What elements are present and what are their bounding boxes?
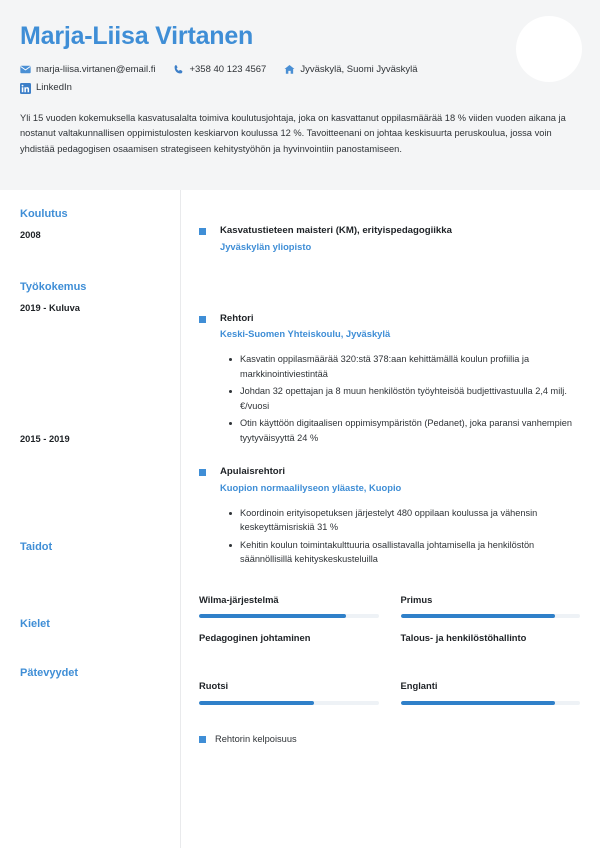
cert-marker-icon — [199, 736, 206, 743]
skill-progress-bar — [401, 614, 581, 618]
section-heading-languages: Kielet — [20, 618, 50, 631]
email-icon — [20, 64, 31, 75]
experience-entry-0 — [199, 312, 580, 449]
language-progress-bar — [199, 701, 379, 705]
certification-label: Rehtorin kelpoisuus — [215, 733, 297, 744]
contact-location-text: Jyväskylä, Suomi Jyväskylä — [300, 63, 418, 75]
contact-row-primary — [20, 64, 580, 76]
skill-progress-bar — [199, 614, 379, 618]
education-date-0: 2008 — [20, 230, 41, 240]
resume-body — [0, 190, 600, 848]
section-heading-experience: Työkokemus — [20, 281, 87, 294]
list-item: Kasvatin oppilasmäärää 320:stä 378:aan kehittämällä koulun profiilia ja markkinointiviestintää — [240, 352, 580, 381]
section-heading-skills: Taidot — [20, 541, 53, 554]
skills-section — [199, 594, 580, 670]
contact-location — [284, 64, 417, 76]
contact-row-secondary — [20, 82, 580, 94]
list-item: Otin käyttöön digitaalisen oppimisympäristön (Pedanet), joka paransi vanhempien tyytyväisyyttä 24 % — [240, 416, 580, 445]
right-content — [181, 190, 600, 848]
experience-bullets-0 — [220, 352, 580, 445]
contact-linkedin[interactable] — [20, 82, 72, 94]
phone-icon — [173, 64, 184, 75]
entry-marker-icon — [199, 469, 206, 476]
left-rail — [0, 190, 181, 848]
experience-company-0: Keski-Suomen Yhteiskoulu, Jyväskylä — [220, 328, 391, 340]
skill-item-1 — [401, 594, 581, 618]
skill-item-3 — [401, 632, 581, 656]
experience-company-1: Kuopion normaalilyseon yläaste, Kuopio — [220, 482, 402, 494]
language-label: Englanti — [400, 680, 438, 692]
skill-progress-bar — [199, 652, 379, 656]
experience-bullets-1 — [220, 506, 580, 567]
experience-title-1: Apulaisrehtori — [220, 466, 286, 478]
skill-item-0 — [199, 594, 379, 618]
certifications-section — [199, 733, 580, 746]
skill-label: Primus — [400, 593, 433, 605]
entry-marker-icon — [199, 316, 206, 323]
skill-progress-bar — [401, 652, 581, 656]
professional-summary: Yli 15 vuoden kokemuksella kasvatusalalta toimiva koulutusjohtaja, joka on kasvattanut oppilasmäärää 18 % viiden vuoden aikana ja nostanut valtakunnallisen oppimistulosten keskiarvon koulussa 12 %. Tavoitteenani on johtaa keskisuurta peruskoulua, jossa voin yhdistää pedagogisen osaamisen strategiseen kehitystyöhön ja hyvinvointiin panostamiseen. — [20, 113, 566, 154]
contact-phone-text: +358 40 123 4567 — [189, 63, 267, 75]
language-progress-bar — [401, 701, 581, 705]
contact-email[interactable] — [20, 64, 155, 76]
experience-title-0: Rehtori — [220, 312, 254, 324]
skill-label: Talous- ja henkilöstöhallinto — [400, 632, 527, 644]
certification-item-0 — [199, 733, 580, 746]
education-section — [199, 208, 580, 254]
resume-header — [0, 0, 600, 190]
list-item: Johdan 32 opettajan ja 8 muun henkilöstön työyhteisöä budjettivastuulla 2,4 milj. €/vuosi — [240, 384, 580, 413]
experience-entry-1 — [199, 465, 580, 570]
section-heading-education: Koulutus — [20, 208, 68, 220]
experience-date-1: 2015 - 2019 — [20, 434, 70, 445]
home-icon — [284, 64, 295, 75]
list-item: Koordinoin erityisopetuksen järjestelyt 480 oppilaan koulussa ja vähensin keskeyttämisriskiä 31 % — [240, 506, 580, 535]
languages-section — [199, 680, 580, 718]
contact-email-text: marja-liisa.virtanen@email.fi — [36, 63, 156, 75]
page-title: Marja-Liisa Virtanen — [20, 22, 254, 50]
contact-linkedin-text: LinkedIn — [36, 82, 72, 94]
experience-date-0: 2019 - Kuluva — [20, 303, 80, 314]
education-entry — [199, 224, 580, 254]
avatar — [516, 16, 582, 82]
linkedin-icon — [20, 83, 31, 94]
language-item-1 — [401, 680, 581, 704]
skill-item-2 — [199, 632, 379, 656]
experience-section — [199, 293, 580, 570]
language-label: Ruotsi — [199, 680, 229, 692]
entry-marker-icon — [199, 228, 206, 235]
contact-phone[interactable] — [173, 64, 266, 76]
education-title-0: Kasvatustieteen maisteri (KM), erityispedagogiikka — [220, 225, 452, 236]
education-institution-0: Jyväskylän yliopisto — [220, 240, 312, 252]
skill-label: Pedagoginen johtaminen — [199, 632, 311, 644]
language-item-0 — [199, 680, 379, 704]
list-item: Kehitin koulun toimintakulttuuria osallistavalla johtamisella ja henkilöstön säännöllisillä kehityskeskusteluilla — [240, 538, 580, 567]
skill-label: Wilma-järjestelmä — [199, 593, 279, 605]
section-heading-certifications: Pätevyydet — [20, 667, 79, 680]
contact-info — [20, 64, 580, 95]
